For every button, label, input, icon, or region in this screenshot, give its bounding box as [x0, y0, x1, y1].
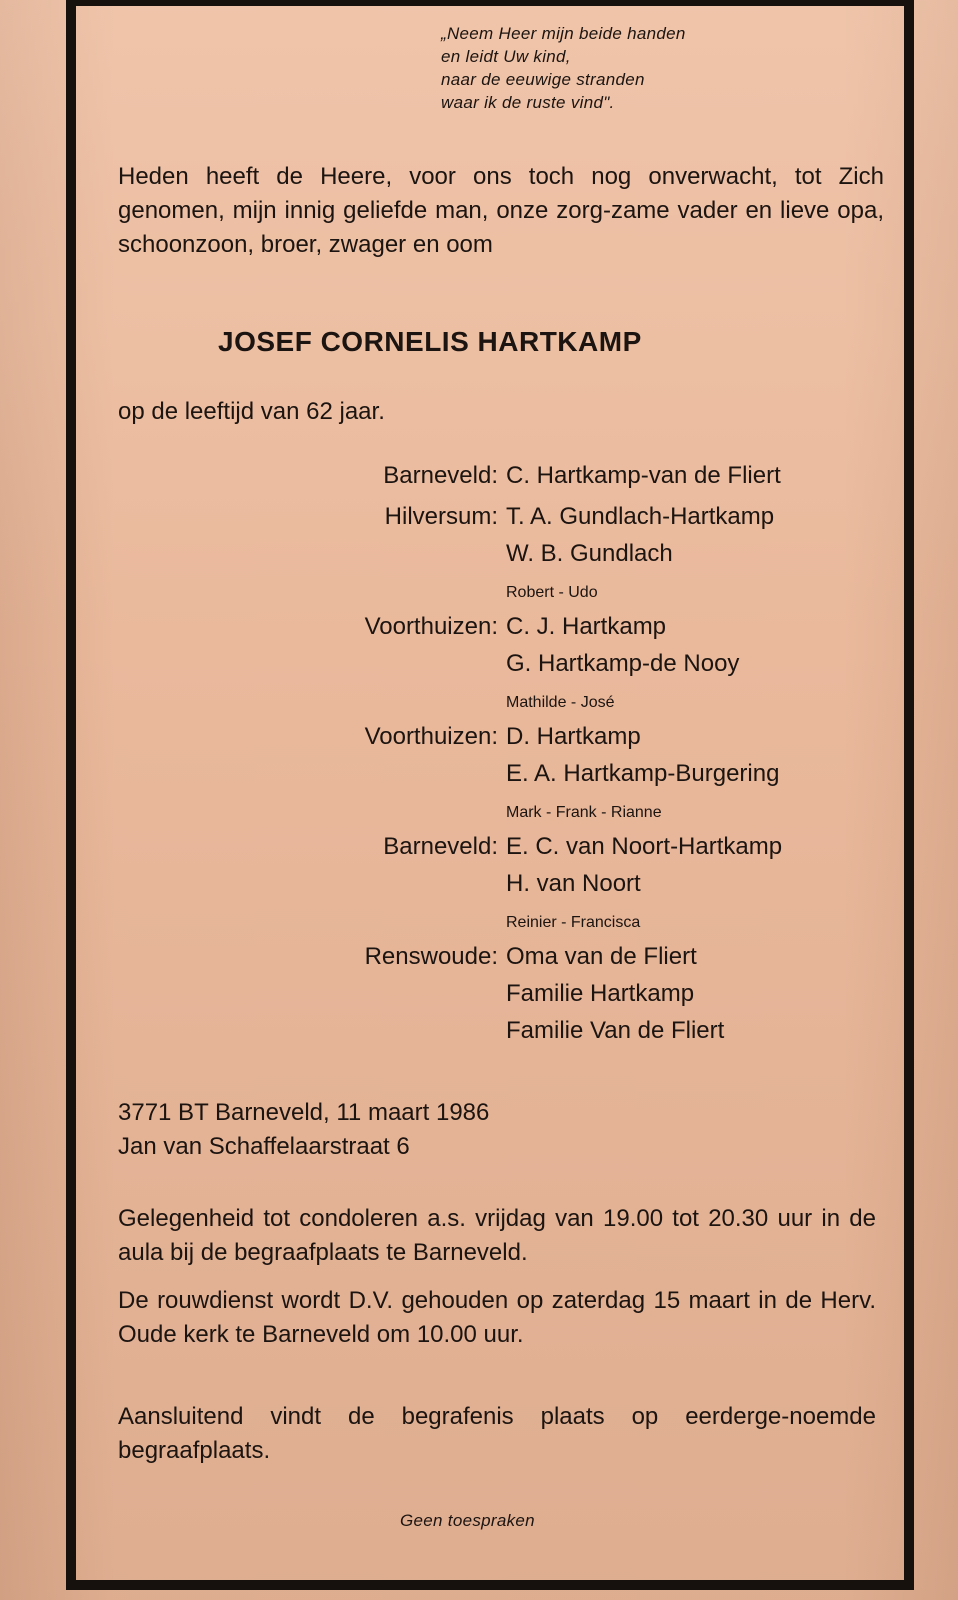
- family-line: [0, 650, 958, 687]
- family-line: [0, 980, 958, 1017]
- condolence-paragraph: Gelegenheid tot condoleren a.s. vrijdag van 19.00 tot 20.30 uur in de aula bij de begraafplaats te Barneveld.: [118, 1205, 876, 1266]
- family-line: [0, 540, 958, 577]
- family-group: [0, 503, 958, 613]
- family-line: [0, 833, 958, 870]
- family-children: Robert - Udo: [506, 584, 598, 601]
- family-person: T. A. Gundlach-Hartkamp: [506, 503, 775, 530]
- family-person: D. Hartkamp: [506, 723, 641, 750]
- family-children: Mark - Frank - Rianne: [506, 804, 662, 821]
- service-paragraph: De rouwdienst wordt D.V. gehouden op zaterdag 15 maart in de Herv. Oude kerk te Barneveld om 10.00 uur.: [118, 1287, 876, 1348]
- verse-line: naar de eeuwige stranden: [441, 70, 645, 89]
- family-line: [0, 943, 958, 980]
- family-children-row: [0, 577, 958, 613]
- family-place: Renswoude:: [364, 943, 498, 970]
- family-children-row: [0, 797, 958, 833]
- family-person: Familie Van de Fliert: [506, 1017, 725, 1044]
- family-person: C. J. Hartkamp: [506, 613, 667, 640]
- family-place: Voorthuizen:: [364, 723, 498, 750]
- family-person: Oma van de Fliert: [506, 943, 697, 970]
- family-children-row: [0, 907, 958, 943]
- family-line: [0, 462, 958, 499]
- deceased-age: op de leeftijd van 62 jaar.: [118, 398, 385, 425]
- family-line: [0, 1017, 958, 1054]
- family-group: [0, 833, 958, 943]
- verse-line: waar ik de ruste vind".: [441, 93, 615, 112]
- family-line: [0, 613, 958, 650]
- address-block: [118, 1096, 489, 1164]
- family-spacer: [0, 1054, 958, 1058]
- family-person: G. Hartkamp-de Nooy: [506, 650, 740, 677]
- family-list: [0, 462, 958, 1058]
- address-line-city-date: 3771 BT Barneveld, 11 maart 1986: [118, 1099, 490, 1126]
- announcement-text: Heden heeft de Heere, voor ons toch nog onverwacht, tot Zich genomen, mijn innig geliefde man, onze zorg-zame vader en lieve opa, schoonzoon, broer, zwager en oom: [118, 163, 884, 258]
- family-line: [0, 870, 958, 907]
- family-group: [0, 462, 958, 503]
- address-line-street: Jan van Schaffelaarstraat 6: [118, 1133, 410, 1160]
- verse-line: en leidt Uw kind,: [441, 47, 571, 66]
- family-group: [0, 613, 958, 723]
- verse: [441, 22, 686, 114]
- family-place: Voorthuizen:: [364, 613, 498, 640]
- family-place: Barneveld:: [383, 833, 498, 860]
- family-children-row: [0, 687, 958, 723]
- deceased-name: JOSEF CORNELIS HARTKAMP: [218, 326, 642, 357]
- family-place: Barneveld:: [383, 462, 498, 489]
- family-line: [0, 503, 958, 540]
- family-person: E. A. Hartkamp-Burgering: [506, 760, 780, 787]
- family-person: W. B. Gundlach: [506, 540, 673, 567]
- family-place: Hilversum:: [384, 503, 498, 530]
- family-person: E. C. van Noort-Hartkamp: [506, 833, 783, 860]
- family-children: Reinier - Francisca: [506, 914, 641, 931]
- family-group: [0, 723, 958, 833]
- verse-line: „Neem Heer mijn beide handen: [441, 24, 686, 43]
- burial-paragraph: Aansluitend vindt de begrafenis plaats op eerderge-noemde begraafplaats.: [118, 1403, 876, 1464]
- family-person: H. van Noort: [506, 870, 641, 897]
- family-line: [0, 760, 958, 797]
- family-group: [0, 943, 958, 1058]
- family-line: [0, 723, 958, 760]
- footer-note: Geen toespraken: [400, 1511, 535, 1530]
- family-children: Mathilde - José: [506, 694, 615, 711]
- family-person: C. Hartkamp-van de Fliert: [506, 462, 781, 489]
- family-person: Familie Hartkamp: [506, 980, 695, 1007]
